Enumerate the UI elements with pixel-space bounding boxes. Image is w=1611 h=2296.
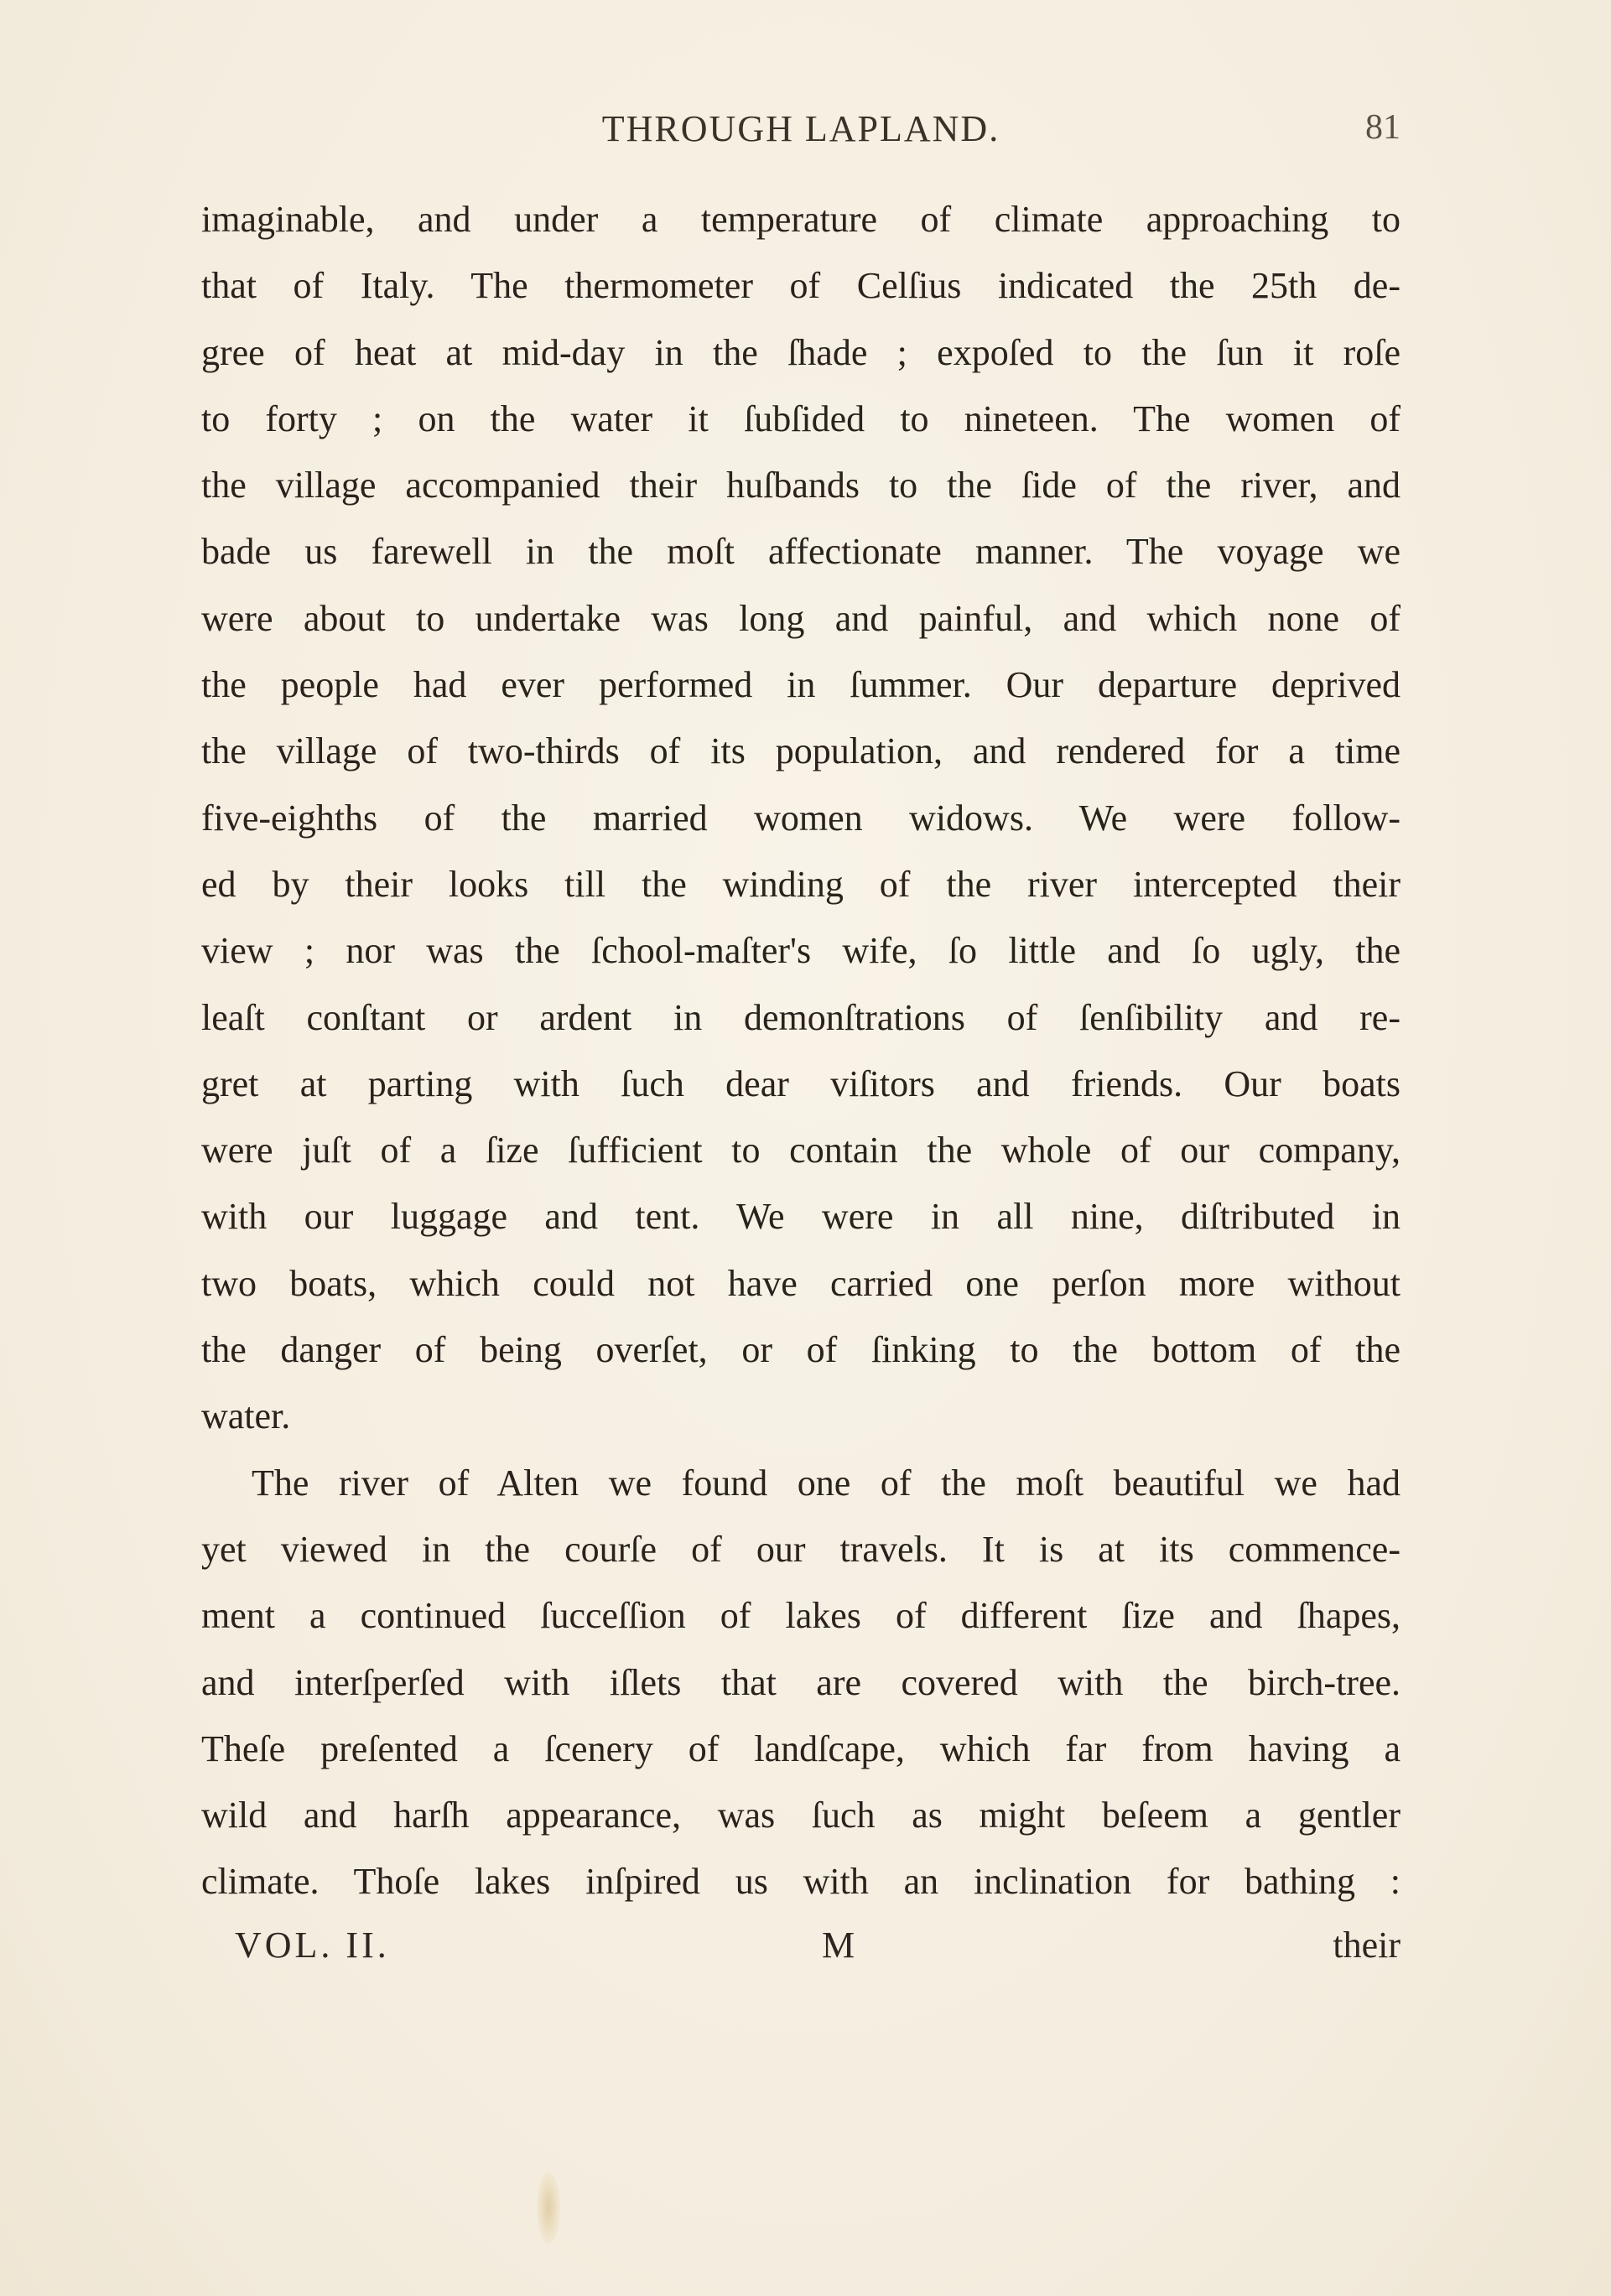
text-line: with our luggage and tent. We were in all nine, diſtributed in [201,1196,1401,1238]
text-line: five-eighths of the married women widows. We were follow- [201,797,1401,839]
text-line: wild and harſh appearance, was ſuch as might beſeem a gentler [201,1795,1401,1836]
running-title: THROUGH LAPLAND. [601,108,1000,149]
running-head [201,107,1401,158]
text-line: to forty ; on the water it ſubſided to nineteen. The women of [201,397,1401,439]
catchword: their [1333,1925,1401,1966]
text-line: imaginable, and under a temperature of climate approaching to [201,199,1401,240]
text-line: were juſt of a ſize ſufficient to contain the whole of our company, [201,1130,1401,1171]
text-line: leaſt conſtant or ardent in demonſtrations of ſenſibility and re- [201,996,1401,1038]
text-line: view ; nor was the ſchool-maſter's wife, ſo little and ſo ugly, the [201,930,1401,972]
text-line: the village accompanied their huſbands to the ſide of the river, and [201,465,1401,506]
text-line: Theſe preſented a ſcenery of landſcape, which far from having a [201,1727,1401,1769]
text-line: and interſperſed with iſlets that are covered with the birch-tree. [201,1661,1401,1703]
text-line: climate. Thoſe lakes inſpired us with an inclination for bathing : [201,1861,1401,1903]
paper-stain [537,2172,560,2243]
text-line: the village of two-thirds of its population, and rendered for a time [201,730,1401,772]
volume-mark: VOL. II. [235,1925,390,1966]
text-line: the danger of being overſet, or of ſinking to the bottom of the [201,1329,1401,1371]
text-line: ment a continued ſucceſſion of lakes of different ſize and ſhapes, [201,1595,1401,1637]
page-footer [235,1916,1401,1975]
text-line: gree of heat at mid-day in the ſhade ; expoſed to the ſun it roſe [201,331,1401,373]
text-line: water. [201,1395,291,1437]
signature-mark: M [822,1925,855,1966]
text-line: that of Italy. The thermometer of Celſius indicated the 25th de- [201,265,1401,307]
text-line: yet viewed in the courſe of our travels. It is at its commence- [201,1528,1401,1570]
text-line: the people had ever performed in ſummer. Our departure deprived [201,664,1401,706]
text-line: gret at parting with ſuch dear viſitors and friends. Our boats [201,1062,1401,1104]
text-line: The river of Alten we found one of the moſt beautiful we had [252,1462,1401,1504]
text-line: bade us farewell in the moſt affectionate manner. The voyage we [201,531,1401,573]
body-text [201,186,1401,1915]
text-line: two boats, which could not have carried one perſon more without [201,1262,1401,1304]
text-line: ed by their looks till the winding of the river intercepted their [201,863,1401,905]
page-number: 81 [1365,108,1401,147]
text-line: were about to undertake was long and painful, and which none of [201,597,1401,639]
